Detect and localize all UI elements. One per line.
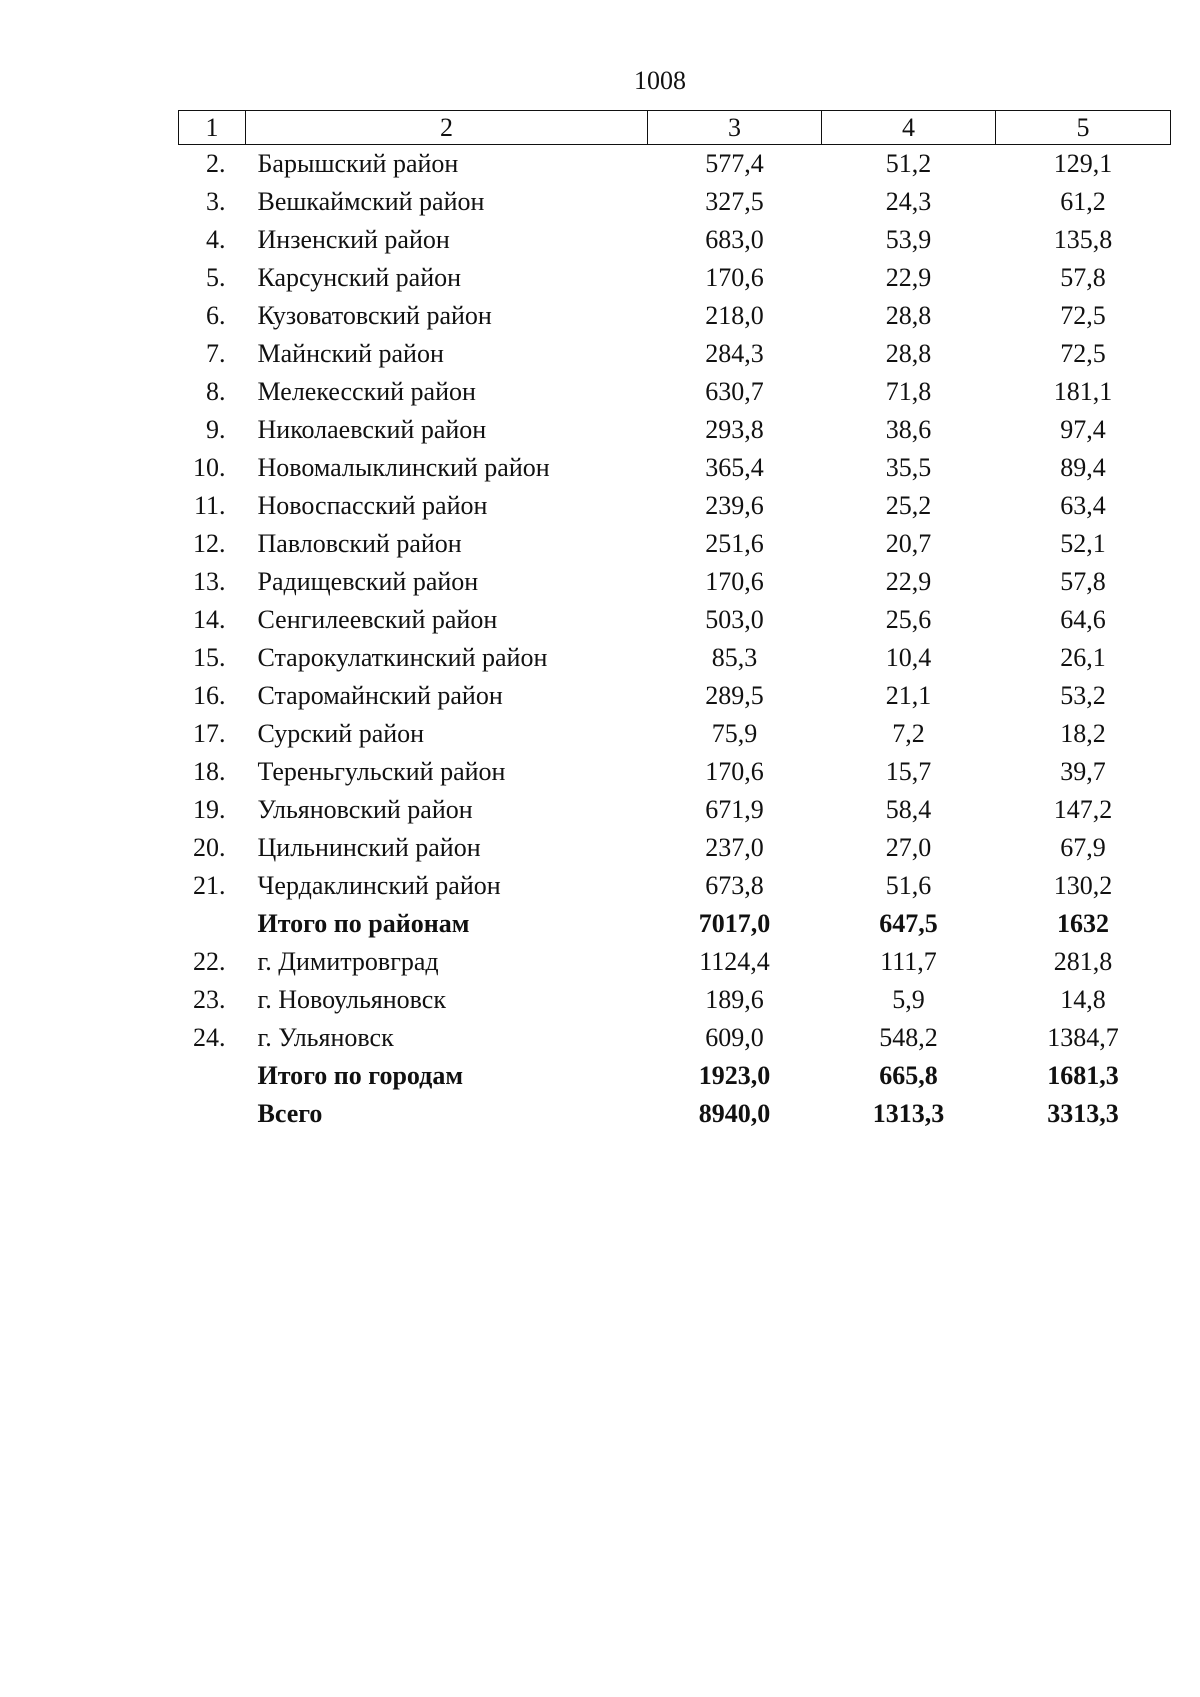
- row-name-cell: Мелекесский район: [257, 377, 476, 406]
- row-number-cell: 11.: [193, 491, 226, 520]
- table-row: [179, 981, 1171, 1019]
- row-name-cell: Ульяновский район: [257, 795, 473, 824]
- table-row: [179, 943, 1171, 981]
- row-column-3-cell: 671,9: [705, 795, 764, 824]
- row-column-4-cell: 22,9: [885, 567, 932, 596]
- row-column-4-cell: 7,2: [892, 719, 925, 748]
- row-column-5-cell: 129,1: [1053, 149, 1113, 178]
- row-name-cell: Новоспасский район: [257, 491, 488, 520]
- row-column-4-cell: 25,6: [885, 605, 932, 634]
- column-header-3: 3: [648, 111, 822, 145]
- row-name-cell: Всего: [257, 1099, 323, 1128]
- row-column-4-cell: 35,5: [885, 453, 932, 482]
- column-header-2: 2: [246, 111, 648, 145]
- table-row: [179, 1019, 1171, 1057]
- row-column-3-cell: 251,6: [705, 529, 764, 558]
- table-row: [179, 563, 1171, 601]
- row-number-cell: 20.: [193, 833, 226, 862]
- column-header-1: 1: [179, 111, 246, 145]
- row-column-3-cell: 683,0: [705, 225, 764, 254]
- row-column-3-cell: 1124,4: [699, 947, 770, 976]
- row-column-5-cell: 52,1: [1060, 529, 1106, 558]
- row-number-cell: 19.: [193, 795, 226, 824]
- row-column-5-cell: 57,8: [1060, 567, 1106, 596]
- row-column-3-cell: 289,5: [705, 681, 764, 710]
- row-name-cell: Инзенский район: [257, 225, 450, 254]
- table-row: [179, 715, 1171, 753]
- row-column-3-cell: 673,8: [705, 871, 764, 900]
- row-column-5-cell: 72,5: [1060, 301, 1106, 330]
- row-name-cell: Сурский район: [257, 719, 425, 748]
- row-name-cell: Чердаклинский район: [257, 871, 501, 900]
- row-column-4-cell: 28,8: [885, 301, 932, 330]
- column-header-4: 4: [822, 111, 996, 145]
- row-name-cell: Старомайнский район: [257, 681, 503, 710]
- total-row: [179, 905, 1171, 943]
- row-number-cell: 2.: [206, 149, 226, 178]
- row-column-5-cell: 67,9: [1060, 833, 1106, 862]
- header-row: [179, 111, 1171, 145]
- table-row: [179, 639, 1171, 677]
- row-number-cell: 24.: [193, 1023, 226, 1052]
- row-column-4-cell: 20,7: [885, 529, 932, 558]
- row-column-4-cell: 38,6: [885, 415, 932, 444]
- row-name-cell: Барышский район: [257, 149, 459, 178]
- row-column-5-cell: 97,4: [1060, 415, 1106, 444]
- row-column-5-cell: 89,4: [1060, 453, 1106, 482]
- row-name-cell: Майнский район: [257, 339, 444, 368]
- row-column-5-cell: 147,2: [1053, 795, 1113, 824]
- row-column-4-cell: 22,9: [885, 263, 932, 292]
- row-column-3-cell: 170,6: [705, 757, 764, 786]
- row-column-5-cell: 1632: [1057, 909, 1109, 938]
- row-column-4-cell: 53,9: [885, 225, 932, 254]
- row-name-cell: Итого по районам: [257, 909, 470, 938]
- row-name-cell: Новомалыклинский район: [257, 453, 550, 482]
- table-row: [179, 335, 1171, 373]
- row-column-5-cell: 1681,3: [1047, 1061, 1119, 1090]
- row-name-cell: Карсунский район: [257, 263, 462, 292]
- table-row: [179, 411, 1171, 449]
- row-name-cell: Сенгилеевский район: [257, 605, 498, 634]
- row-column-5-cell: 130,2: [1053, 871, 1113, 900]
- row-name-cell: г. Новоульяновск: [257, 985, 446, 1014]
- row-column-4-cell: 647,5: [879, 909, 938, 938]
- row-column-5-cell: 53,2: [1060, 681, 1106, 710]
- row-column-3-cell: 170,6: [705, 567, 764, 596]
- table-row: [179, 373, 1171, 411]
- row-column-5-cell: 61,2: [1060, 187, 1106, 216]
- row-number-cell: 22.: [193, 947, 226, 976]
- row-column-3-cell: 85,3: [711, 643, 758, 672]
- row-number-cell: 16.: [193, 681, 226, 710]
- row-number-cell: 7.: [206, 339, 226, 368]
- row-number-cell: 5.: [206, 263, 226, 292]
- table-row: [179, 259, 1171, 297]
- row-column-3-cell: 365,4: [705, 453, 764, 482]
- row-column-5-cell: 64,6: [1060, 605, 1106, 634]
- row-column-4-cell: 58,4: [885, 795, 932, 824]
- row-column-3-cell: 577,4: [705, 149, 764, 178]
- row-number-cell: 14.: [193, 605, 226, 634]
- row-column-4-cell: 111,7: [880, 947, 937, 976]
- row-name-cell: Итого по городам: [257, 1061, 464, 1090]
- row-column-3-cell: 75,9: [711, 719, 758, 748]
- data-table: [178, 110, 1171, 1133]
- row-column-4-cell: 28,8: [885, 339, 932, 368]
- row-column-3-cell: 218,0: [705, 301, 764, 330]
- row-name-cell: г. Ульяновск: [257, 1023, 394, 1052]
- row-number-cell: [179, 1057, 246, 1095]
- row-number-cell: 21.: [193, 871, 226, 900]
- row-name-cell: Николаевский район: [257, 415, 487, 444]
- row-column-3-cell: 503,0: [705, 605, 764, 634]
- total-row: [179, 1057, 1171, 1095]
- column-header-5: 5: [996, 111, 1171, 145]
- row-column-5-cell: 281,8: [1053, 947, 1113, 976]
- row-number-cell: 15.: [193, 643, 226, 672]
- row-column-5-cell: 1384,7: [1047, 1023, 1119, 1052]
- table-row: [179, 601, 1171, 639]
- row-column-5-cell: 181,1: [1053, 377, 1113, 406]
- row-column-4-cell: 10,4: [885, 643, 932, 672]
- row-column-4-cell: 71,8: [885, 377, 932, 406]
- row-column-4-cell: 15,7: [885, 757, 932, 786]
- row-column-5-cell: 26,1: [1060, 643, 1106, 672]
- row-column-5-cell: 3313,3: [1047, 1099, 1119, 1128]
- row-column-5-cell: 39,7: [1060, 757, 1106, 786]
- table-row: [179, 867, 1171, 905]
- row-column-4-cell: 21,1: [885, 681, 932, 710]
- row-column-5-cell: 18,2: [1060, 719, 1106, 748]
- row-number-cell: 13.: [193, 567, 226, 596]
- row-column-3-cell: 7017,0: [698, 909, 771, 938]
- row-column-3-cell: 1923,0: [698, 1061, 771, 1090]
- table-row: [179, 677, 1171, 715]
- row-name-cell: Радищевский район: [257, 567, 479, 596]
- row-column-4-cell: 1313,3: [872, 1099, 945, 1128]
- row-number-cell: 17.: [193, 719, 226, 748]
- row-number-cell: 4.: [206, 225, 226, 254]
- row-column-3-cell: 609,0: [705, 1023, 764, 1052]
- row-number-cell: 6.: [206, 301, 226, 330]
- row-column-5-cell: 72,5: [1060, 339, 1106, 368]
- row-column-3-cell: 170,6: [705, 263, 764, 292]
- row-column-4-cell: 24,3: [885, 187, 932, 216]
- row-column-4-cell: 25,2: [885, 491, 932, 520]
- table-row: [179, 221, 1171, 259]
- page-number-text: 1008: [634, 66, 686, 95]
- row-column-5-cell: 63,4: [1060, 491, 1106, 520]
- row-number-cell: 23.: [193, 985, 226, 1014]
- row-name-cell: Тереньгульский район: [257, 757, 506, 786]
- row-number-cell: [179, 905, 246, 943]
- row-column-5-cell: 135,8: [1053, 225, 1113, 254]
- row-name-cell: Вешкаймский район: [257, 187, 485, 216]
- table-row: [179, 753, 1171, 791]
- row-number-cell: [179, 1095, 246, 1133]
- row-column-3-cell: 327,5: [705, 187, 764, 216]
- row-column-3-cell: 630,7: [705, 377, 764, 406]
- row-name-cell: Павловский район: [257, 529, 462, 558]
- row-column-3-cell: 239,6: [705, 491, 764, 520]
- table-row: [179, 297, 1171, 335]
- row-column-3-cell: 8940,0: [698, 1099, 771, 1128]
- row-column-3-cell: 237,0: [705, 833, 764, 862]
- row-column-3-cell: 293,8: [705, 415, 764, 444]
- row-number-cell: 9.: [206, 415, 226, 444]
- row-name-cell: г. Димитровград: [257, 947, 439, 976]
- table-header: [179, 111, 1171, 145]
- row-number-cell: 10.: [193, 453, 226, 482]
- row-number-cell: 3.: [206, 187, 226, 216]
- row-column-4-cell: 27,0: [885, 833, 932, 862]
- row-column-5-cell: 14,8: [1060, 985, 1106, 1014]
- row-column-4-cell: 51,2: [885, 149, 932, 178]
- row-column-4-cell: 51,6: [885, 871, 932, 900]
- row-column-4-cell: 665,8: [879, 1061, 938, 1090]
- table-row: [179, 829, 1171, 867]
- row-column-3-cell: 284,3: [705, 339, 764, 368]
- table-row: [179, 487, 1171, 525]
- row-column-4-cell: 548,2: [879, 1023, 938, 1052]
- row-name-cell: Кузоватовский район: [257, 301, 492, 330]
- table-row: [179, 791, 1171, 829]
- table-row: [179, 183, 1171, 221]
- row-column-3-cell: 189,6: [705, 985, 764, 1014]
- row-name-cell: Цильнинский район: [257, 833, 481, 862]
- total-row: [179, 1095, 1171, 1133]
- table-body: [179, 145, 1171, 1134]
- row-number-cell: 8.: [206, 377, 226, 406]
- table-row: [179, 449, 1171, 487]
- row-column-5-cell: 57,8: [1060, 263, 1106, 292]
- row-number-cell: 12.: [193, 529, 226, 558]
- table-row: [179, 145, 1171, 184]
- table-row: [179, 525, 1171, 563]
- row-column-4-cell: 5,9: [892, 985, 925, 1014]
- row-number-cell: 18.: [193, 757, 226, 786]
- row-name-cell: Старокулаткинский район: [257, 643, 548, 672]
